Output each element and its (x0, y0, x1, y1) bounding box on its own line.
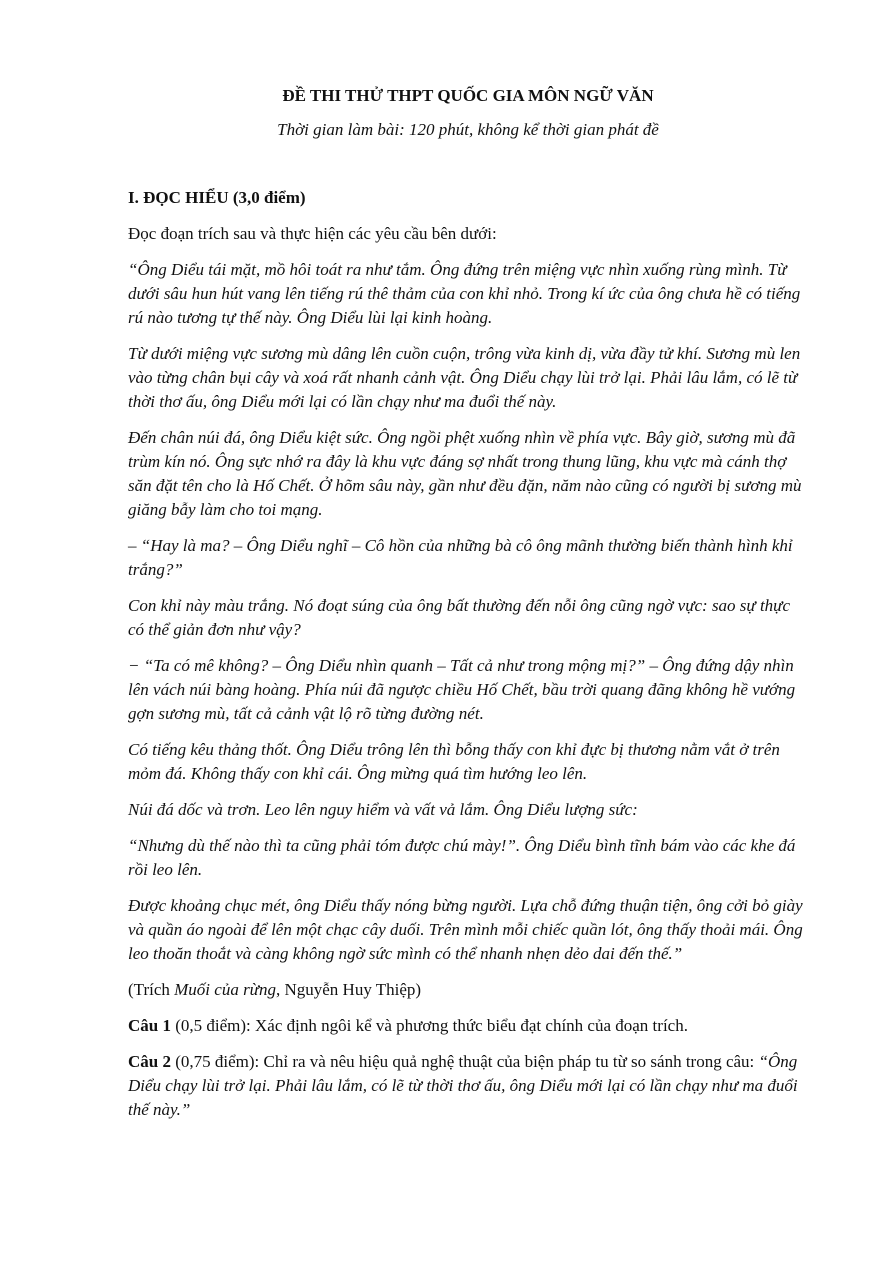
document-content (128, 84, 808, 1134)
exam-subtitle: Thời gian làm bài: 120 phút, không kể thời gian phát đề (277, 120, 659, 139)
passage-citation (128, 978, 808, 1002)
passage-paragraph: Được khoảng chục mét, ông Diểu thấy nóng bừng người. Lựa chỗ đứng thuận tiện, ông cởi bỏ giày và quần áo ngoài để lên một chạc cây duối. Trên mình mỗi chiếc quần lót, ông thấy thoải mái. Ông leo thoăn thoắt và càng không ngờ sức mình có thể nhanh nhẹn dẻo dai đến thế.” (128, 896, 803, 963)
passage-paragraph: Núi đá dốc và trơn. Leo lên nguy hiểm và vất vả lắm. Ông Diểu lượng sức: (128, 800, 638, 819)
question-1-label: Câu 1 (128, 1016, 171, 1035)
question-2-quote: “Ông Diểu chạy lùi trở lại. Phải lâu lắm, có lẽ từ thời thơ ấu, ông Diểu mới lại có lần chạy như ma đuổi thế này.” (128, 1052, 798, 1119)
passage-paragraph: Từ dưới miệng vực sương mù dâng lên cuồn cuộn, trông vừa kinh dị, vừa đầy tử khí. Sương mù len vào từng chân bụi cây và xoá rất nhanh cảnh vật. Ông Diểu chạy lùi trở lại. Phải lâu lắm, có lẽ từ thời thơ ấu, ông Diểu mới lại có lần chạy như ma đuổi thế này. (128, 344, 801, 411)
citation-suffix: , Nguyễn Huy Thiệp) (275, 980, 422, 999)
reading-instruction: Đọc đoạn trích sau và thực hiện các yêu cầu bên dưới: (128, 224, 497, 243)
question-1-text: (0,5 điểm): Xác định ngôi kể và phương thức biểu đạt chính của đoạn trích. (170, 1016, 688, 1035)
question-2-text: (0,75 điểm): Chỉ ra và nêu hiệu quả nghệ thuật của biện pháp tu từ so sánh trong câu: (170, 1052, 759, 1071)
passage-paragraph: Có tiếng kêu thảng thốt. Ông Diểu trông lên thì bỗng thấy con khỉ đực bị thương nằm vắt ở trên mỏm đá. Không thấy con khỉ cái. Ông mừng quá tìm hướng leo lên. (128, 740, 780, 783)
question-1 (128, 1014, 808, 1038)
exam-title: ĐỀ THI THỬ THPT QUỐC GIA MÔN NGỮ VĂN (282, 86, 654, 105)
passage-paragraph: “Nhưng dù thế nào thì ta cũng phải tóm được chú mày!”. Ông Diểu bình tĩnh bám vào các khe đá rồi leo lên. (128, 836, 796, 879)
question-2 (128, 1050, 808, 1122)
passage-paragraph: Con khỉ này màu trắng. Nó đoạt súng của ông bất thường đến nỗi ông cũng ngờ vực: sao sự thực có thể giản đơn như vậy? (128, 596, 790, 639)
reading-passage (128, 258, 808, 966)
section-heading-reading: I. ĐỌC HIỂU (3,0 điểm) (128, 188, 306, 207)
question-2-label: Câu 2 (128, 1052, 171, 1071)
passage-paragraph: – “Hay là ma? – Ông Diểu nghĩ – Cô hồn của những bà cô ông mãnh thường biến thành hình khỉ trắng?” (128, 536, 793, 579)
citation-prefix: (Trích (128, 980, 175, 999)
passage-paragraph: Đến chân núi đá, ông Diểu kiệt sức. Ông ngồi phệt xuống nhìn về phía vực. Bây giờ, sương mù đã trùm kín nó. Ông sực nhớ ra đây là khu vực đáng sợ nhất trong thung lũng, khu vực mà cánh thợ săn đặt tên cho là Hố Chết. Ở hõm sâu này, gần như đều đặn, năm nào cũng có người bị sương mù giăng bẫy làm cho toi mạng. (128, 428, 802, 519)
passage-paragraph: − “Ta có mê không? – Ông Diểu nhìn quanh – Tất cả như trong mộng mị?” – Ông đứng dậy nhìn lên vách núi bàng hoàng. Phía núi đã ngược chiều Hố Chết, bầu trời quang đãng không hề vướng gợn sương mù, tất cả cảnh vật lộ rõ từng đường nét. (128, 656, 796, 723)
citation-work-title: Muối của rừng (174, 980, 276, 999)
passage-paragraph: “Ông Diểu tái mặt, mồ hôi toát ra như tắm. Ông đứng trên miệng vực nhìn xuống rùng mình. Từ dưới sâu hun hút vang lên tiếng rú thê thảm của con khỉ nhỏ. Trong kí ức của ông chưa hề có tiếng rú nào tương tự thế này. Ông Diểu lùi lại kinh hoàng. (128, 260, 801, 327)
